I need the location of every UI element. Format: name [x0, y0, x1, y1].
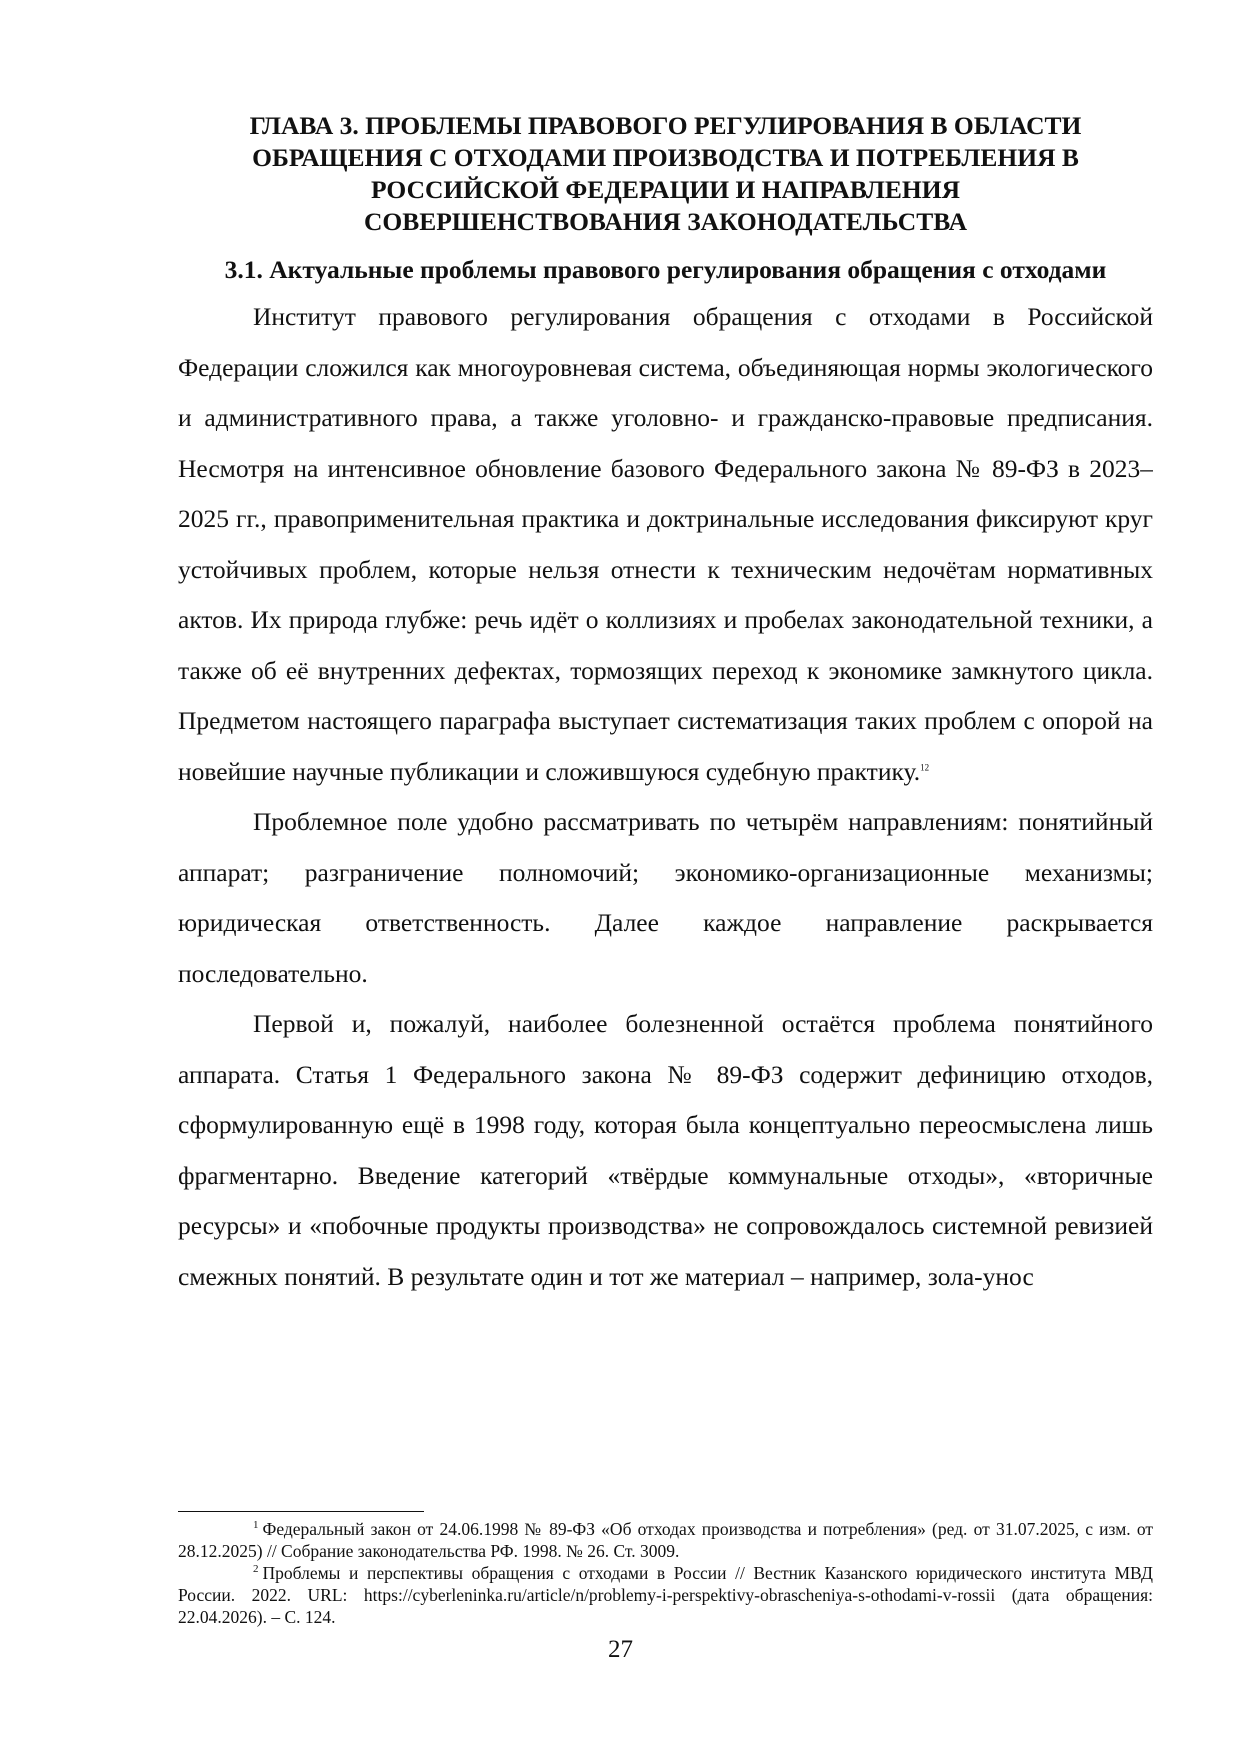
footnote-2-number: 2: [253, 1563, 259, 1576]
paragraph-1-text: Институт правового регулирования обращения с отходами в Российской Федерации сложился как многоуровневая система, объединяющая нормы экологического и административного права, а также уголовно- и гражданско-правовые предписания. Несмотря на интенсивное обновление базового Федерального закона № 89-ФЗ в 2023–2025 гг., правоприменительная практика и доктринальные исследования фиксируют круг устойчивых проблем, которые нельзя отнести к техническим недочётам нормативных актов. Их природа глубже: речь идёт о коллизиях и пробелах законодательной техники, а также об её внутренних дефектах, тормозящих переход к экономике замкнутого цикла. Предметом настоящего параграфа выступает систематизация таких проблем с опорой на новейшие научные публикации и сложившуюся судебную практику.: [178, 302, 1153, 786]
footnote-1: [178, 1518, 1153, 1562]
chapter-title-line-1: ГЛАВА 3. ПРОБЛЕМЫ ПРАВОВОГО РЕГУЛИРОВАНИЯ В ОБЛАСТИ: [249, 111, 1082, 140]
document-page: [178, 110, 1153, 1438]
chapter-title-line-2: ОБРАЩЕНИЯ С ОТХОДАМИ ПРОИЗВОДСТВА И ПОТРЕБЛЕНИЯ В: [252, 143, 1079, 172]
body-text: [178, 286, 1153, 1438]
paragraph-1: [178, 292, 1153, 797]
paragraph-2: Проблемное поле удобно рассматривать по четырём направлениям: понятийный аппарат; разграничение полномочий; экономико-организационные механизмы; юридическая ответственность. Далее каждое направление раскрывается последовательно.: [178, 807, 1153, 988]
footnote-2: [178, 1562, 1153, 1628]
chapter-title: [178, 110, 1153, 238]
footnote-reference[interactable]: 12: [920, 762, 930, 772]
footnote-1-number: 1: [253, 1519, 259, 1532]
footnote-1-text: Федеральный закон от 24.06.1998 № 89-ФЗ «Об отходах производства и потребления» (ред. от 31.07.2025, с изм. от 28.12.2025) // Собрание законодательства РФ. 1998. № 26. Ст. 3009.: [178, 1519, 1153, 1561]
footnote-separator: [178, 1511, 424, 1512]
footnotes: [178, 1518, 1153, 1628]
footnote-2-text: Проблемы и перспективы обращения с отходами в России // Вестник Казанского юридического института МВД России. 2022. URL: https://cyberleninka.ru/article/n/problemy-i-perspektivy-obrascheniya-s-othodami-v-rossii (дата обращения: 22.04.2026). – С. 124.: [178, 1563, 1153, 1627]
section-title: 3.1. Актуальные проблемы правового регулирования обращения с отходами: [224, 255, 1107, 284]
paragraph-3: Первой и, пожалуй, наиболее болезненной остаётся проблема понятийного аппарата. Статья 1 Федерального закона № 89-ФЗ содержит дефиницию отходов, сформулированную ещё в 1998 году, которая была концептуально переосмыслена лишь фрагментарно. Введение категорий «твёрдые коммунальные отходы», «вторичные ресурсы» и «побочные продукты производства» не сопровождалось системной ревизией смежных понятий. В результате один и тот же материал – например, зола-унос: [178, 1009, 1153, 1291]
chapter-title-line-4: СОВЕРШЕНСТВОВАНИЯ ЗАКОНОДАТЕЛЬСТВА: [363, 207, 968, 236]
chapter-title-line-3: РОССИЙСКОЙ ФЕДЕРАЦИИ И НАПРАВЛЕНИЯ: [371, 175, 960, 204]
page-number: 27: [608, 1636, 633, 1663]
